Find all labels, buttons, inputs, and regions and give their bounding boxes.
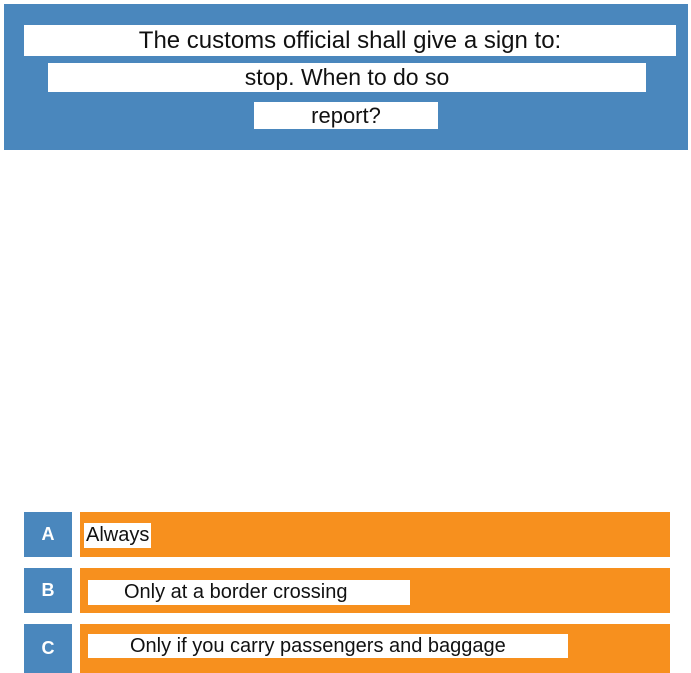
answer-text-b: Only at a border crossing xyxy=(88,580,410,605)
answer-bar-b[interactable] xyxy=(80,568,670,613)
answer-letter-c: C xyxy=(24,624,72,673)
answer-option-c[interactable] xyxy=(24,624,670,673)
answer-letter-a: A xyxy=(24,512,72,557)
question-text-line-3: report? xyxy=(254,102,438,129)
question-header xyxy=(4,4,688,150)
answer-text-a: Always xyxy=(86,524,150,546)
answer-bar-a[interactable] xyxy=(80,512,670,557)
answer-bar-c[interactable] xyxy=(80,624,670,673)
question-text-line-2: stop. When to do so xyxy=(48,63,646,92)
quiz-card xyxy=(4,4,688,673)
question-text-line-1: The customs official shall give a sign to: xyxy=(24,25,676,56)
answer-text-c: Only if you carry passengers and baggage xyxy=(88,634,568,658)
answer-option-b[interactable] xyxy=(24,568,670,613)
answer-letter-b: B xyxy=(24,568,72,613)
answer-option-a[interactable] xyxy=(24,512,670,557)
